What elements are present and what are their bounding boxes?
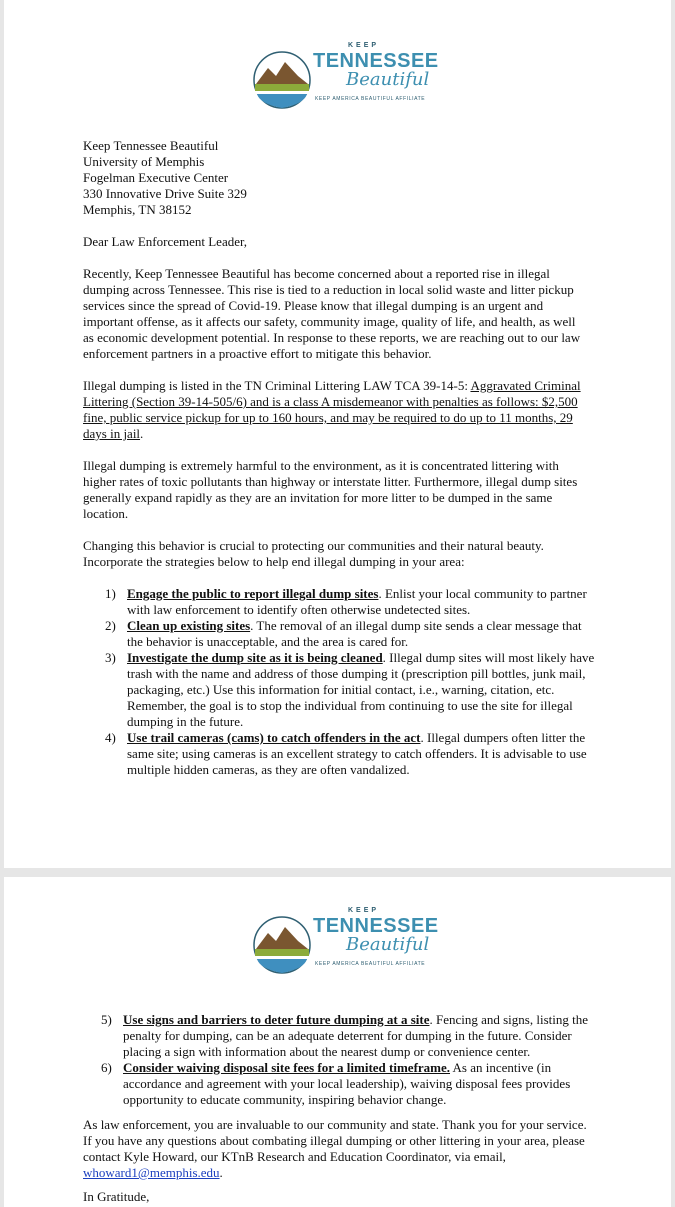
paragraph-line: location. <box>83 506 129 521</box>
strategy-line: Remember, the goal is to stop the individual from continuing to use the site for illegal <box>127 698 573 713</box>
paragraph-line: Changing this behavior is crucial to protecting our communities and their natural beauty. <box>83 538 544 553</box>
strategy-heading: Consider waiving disposal site fees for a limited timeframe. <box>123 1060 451 1075</box>
strategy-number: 6) <box>101 1060 112 1075</box>
email-end: . <box>219 1165 223 1180</box>
strategy-text: . Fencing and signs, listing the <box>429 1012 588 1027</box>
ktnb-logo <box>252 907 452 979</box>
strategy-number: 2) <box>105 618 116 633</box>
logo-keep-word: KEEP <box>348 42 380 49</box>
strategy-number: 3) <box>105 650 116 665</box>
strategy-heading: Engage the public to report illegal dump sites <box>127 586 379 601</box>
strategy-line: with law enforcement to identify often otherwise undetected sites. <box>127 602 471 617</box>
logo-keep-word: KEEP <box>348 907 380 914</box>
strategy-text: . The removal of an illegal dump site sends a clear message that <box>250 618 582 633</box>
strategy-line: accordance and agreement with your local leadership), waiving disposal fees provides <box>123 1076 571 1091</box>
paragraph-line: If you have any questions about combating illegal dumping or other littering in your area, please <box>83 1133 585 1148</box>
paragraph-line: Illegal dumping is extremely harmful to the environment, as it is concentrated littering with <box>83 458 559 473</box>
paragraph-line: Recently, Keep Tennessee Beautiful has become concerned about a reported rise in illegal <box>83 266 550 281</box>
strategy-number: 5) <box>101 1012 112 1027</box>
paragraph-line <box>83 1165 223 1181</box>
strategy-heading: Use trail cameras (cams) to catch offenders in the act <box>127 730 421 745</box>
paragraph-line: important offense, as it affects our safety, community image, quality of life, and health, as well <box>83 314 576 329</box>
paragraph-line: As law enforcement, you are invaluable to our community and state. Thank you for your service. <box>83 1117 587 1132</box>
strategy-line <box>127 618 582 634</box>
paragraph-line: Incorporate the strategies below to help end illegal dumping in your area: <box>83 554 465 569</box>
law-penalty-text: Aggravated Criminal <box>470 378 581 393</box>
law-end: . <box>140 426 144 441</box>
law-penalty-text: fine, public service pickup for up to 160 hours, and may be required to do up to 11 months, 29 <box>83 410 573 425</box>
strategy-line: opportunity to educate community, inspiring behavior change. <box>123 1092 447 1107</box>
strategy-line <box>127 586 587 602</box>
strategy-line <box>123 1012 588 1028</box>
strategy-line: packaging, etc.) Use this information for initial contact, i.e., warning, citation, etc. <box>127 682 555 697</box>
mountain-lake-emblem-icon <box>252 50 312 110</box>
law-penalty-text: Littering (Section 39-14-505/6) and is a class A misdemeanor with penalties as follows: $2,500 <box>83 394 578 409</box>
strategy-number: 4) <box>105 730 116 745</box>
paragraph-line: generally expand rapidly as they are an invitation for more litter to be dumped in the same <box>83 490 553 505</box>
strategy-line <box>123 1060 551 1076</box>
strategy-heading: Investigate the dump site as it is being cleaned <box>127 650 383 665</box>
strategy-text: . Illegal dump sites will most likely have <box>382 650 595 665</box>
logo-beautiful-word: Beautiful <box>346 69 430 90</box>
logo-affiliate-line: KEEP AMERICA BEAUTIFUL AFFILIATE <box>315 96 426 102</box>
letter-page-2 <box>4 877 671 1207</box>
letter-page-1 <box>4 0 671 868</box>
strategy-line: same site; using cameras is an excellent strategy to catch offenders. It is advisable to use <box>127 746 587 761</box>
address-line: Keep Tennessee Beautiful <box>83 138 219 153</box>
strategy-text: . Illegal dumpers often litter the <box>420 730 586 745</box>
address-line: Memphis, TN 38152 <box>83 202 192 217</box>
salutation: Dear Law Enforcement Leader, <box>83 234 248 249</box>
signoff: In Gratitude, <box>83 1189 150 1204</box>
paragraph-line: services since the spread of Covid-19. Please know that illegal dumping is an urgent and <box>83 298 544 313</box>
strategy-line: trash with the name and address of those dumping it (prescription pill bottles, junk mail, <box>127 666 586 681</box>
logo-beautiful-word: Beautiful <box>346 934 430 955</box>
strategy-line: penalty for dumping, can be an adequate deterrent for dumping in the future. Consider <box>123 1028 572 1043</box>
logo-tennessee-word: TENNESSEE <box>313 50 439 72</box>
paragraph-line <box>83 378 581 394</box>
strategy-text: . Enlist your local community to partner <box>378 586 587 601</box>
strategy-line: the behavior is unacceptable, and the area is cared for. <box>127 634 409 649</box>
strategy-line <box>127 730 585 746</box>
mountain-lake-emblem-icon <box>252 915 312 975</box>
strategy-line: placing a sign with information about the nearest dump or convenience center. <box>123 1044 531 1059</box>
paragraph-line: dumping across Tennessee. This rise is tied to a reduction in local solid waste and litter pickup <box>83 282 574 297</box>
logo-tennessee-word: TENNESSEE <box>313 915 439 937</box>
strategy-heading: Clean up existing sites <box>127 618 251 633</box>
address-line: 330 Innovative Drive Suite 329 <box>83 186 247 201</box>
strategy-number: 1) <box>105 586 116 601</box>
paragraph-line: enforcement partners in a proactive effort to mitigate this behavior. <box>83 346 432 361</box>
ktnb-logo <box>252 42 452 114</box>
address-line: Fogelman Executive Center <box>83 170 229 185</box>
paragraph-line: higher rates of toxic pollutants than highway or interstate litter. Furthermore, illegal dump sites <box>83 474 578 489</box>
email-link[interactable]: whoward1@memphis.edu <box>83 1165 220 1180</box>
strategy-line: multiple hidden cameras, as they are often vandalized. <box>127 762 410 777</box>
strategy-line: dumping in the future. <box>127 714 244 729</box>
strategy-heading: Use signs and barriers to deter future dumping at a site <box>123 1012 430 1027</box>
paragraph-line <box>83 426 143 442</box>
law-intro: Illegal dumping is listed in the TN Criminal Littering LAW TCA 39-14-5: <box>83 378 471 393</box>
address-line: University of Memphis <box>83 154 205 169</box>
strategy-line <box>127 650 594 666</box>
paragraph-line: as economic development potential. In response to these reports, we are reaching out to our law <box>83 330 581 345</box>
paragraph-line: contact Kyle Howard, our KTnB Research and Education Coordinator, via email, <box>83 1149 506 1164</box>
strategy-text: As an incentive (in <box>450 1060 552 1075</box>
law-penalty-text: days in jail <box>83 426 141 441</box>
logo-affiliate-line: KEEP AMERICA BEAUTIFUL AFFILIATE <box>315 961 426 967</box>
